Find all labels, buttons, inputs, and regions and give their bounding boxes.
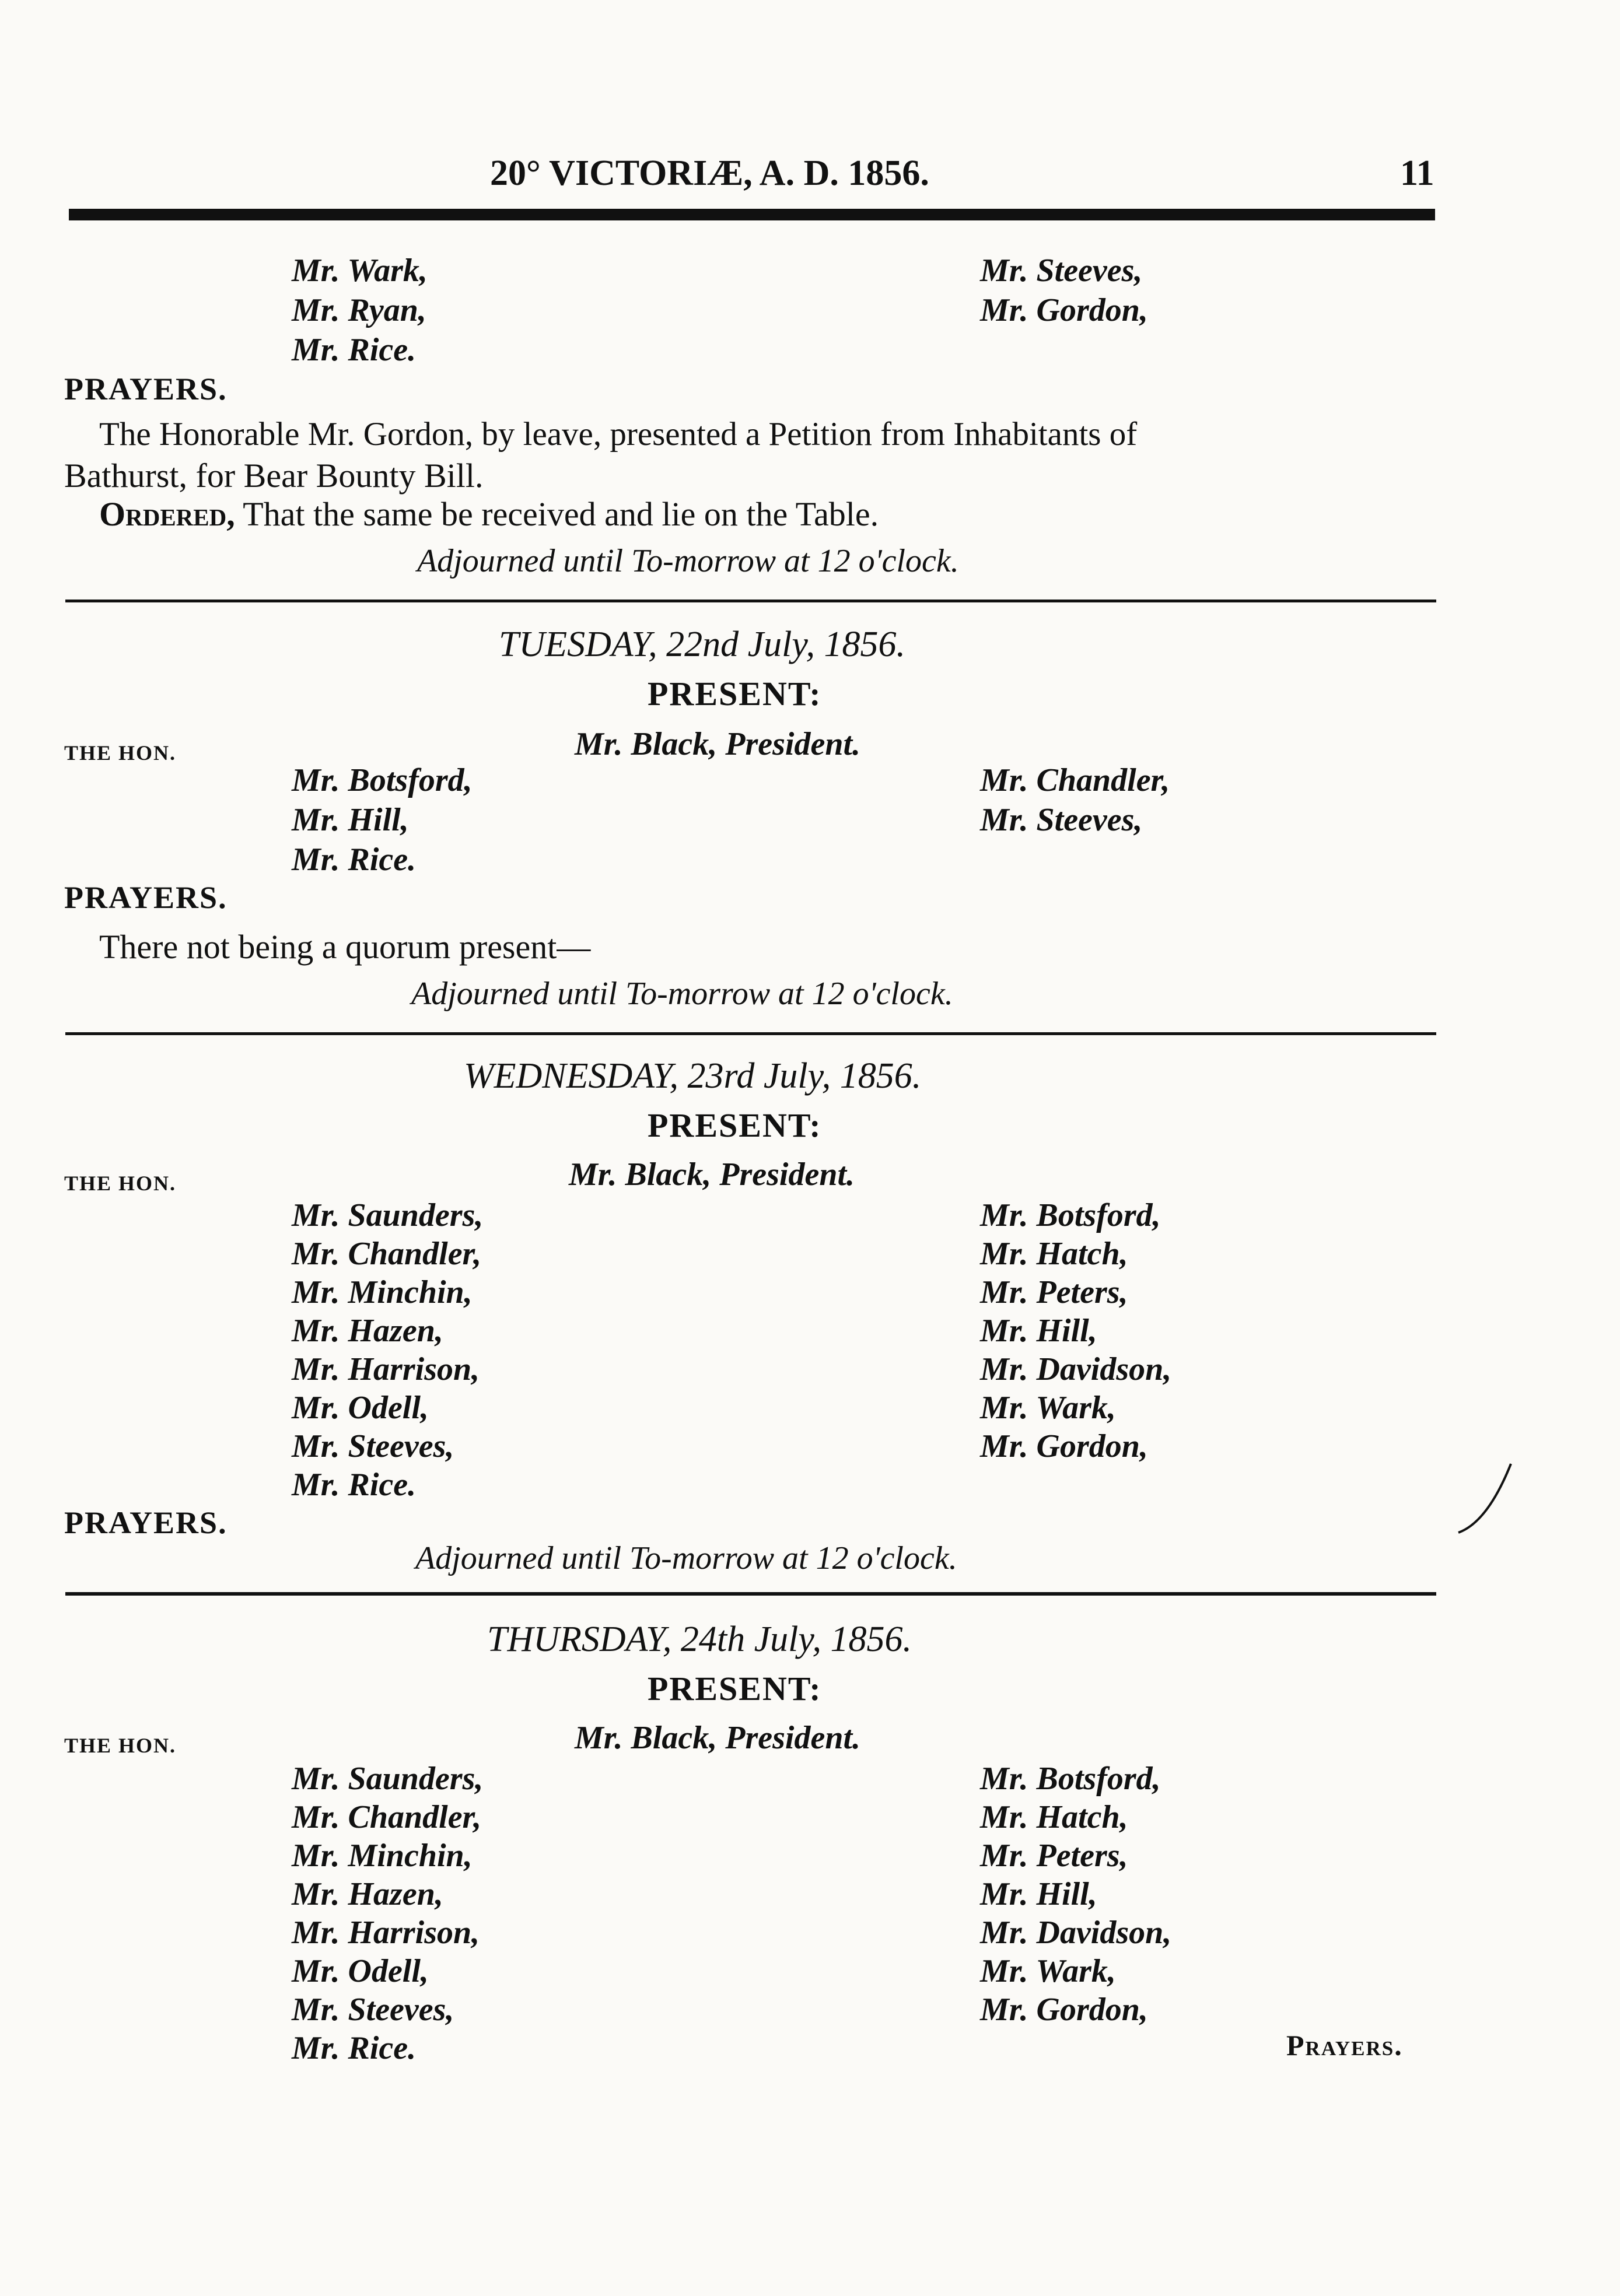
present-heading: PRESENT: — [648, 1106, 822, 1144]
member-name: Mr. Gordon, — [980, 1992, 1148, 2028]
date-rest: 22nd July, 1856. — [666, 625, 905, 664]
member-name: Mr. Odell, — [292, 1953, 429, 1989]
section-rule — [65, 1592, 1436, 1596]
member-name: Mr. Harrison, — [292, 1351, 480, 1387]
member-name: Mr. Botsford, — [980, 1197, 1161, 1233]
petition-paragraph-line1: The Honorable Mr. Gordon, by leave, presented a Petition from Inhabitants of — [99, 416, 1138, 453]
member-name: Mr. Minchin, — [292, 1838, 473, 1874]
ordered-label: Ordered, — [99, 495, 235, 533]
member-name: Mr. Botsford, — [292, 762, 473, 798]
member-name: Mr. Ryan, — [292, 292, 426, 328]
the-hon-label: THE HON. — [64, 1172, 177, 1195]
date-rest: 24th July, 1856. — [680, 1620, 912, 1659]
member-name: Mr. Davidson, — [980, 1915, 1172, 1951]
present-heading: PRESENT: — [648, 675, 822, 713]
member-name: Mr. Hazen, — [292, 1876, 443, 1912]
member-name: Mr. Hill, — [980, 1876, 1097, 1912]
member-name: Mr. Chandler, — [980, 762, 1170, 798]
weekday: TUESDAY, — [499, 625, 657, 664]
member-name: Mr. Wark, — [980, 1390, 1116, 1426]
member-name: Mr. Rice. — [292, 2030, 417, 2066]
member-name: Mr. Steeves, — [292, 1992, 454, 2028]
member-name: Mr. Hatch, — [980, 1799, 1128, 1835]
member-name: Mr. Wark, — [980, 1953, 1116, 1989]
ordered-text: That the same be received and lie on the Table. — [235, 495, 879, 533]
member-name: Mr. Odell, — [292, 1390, 429, 1426]
member-name: Mr. Peters, — [980, 1838, 1128, 1874]
running-header-title: 20° VICTORIÆ, A. D. 1856. — [490, 153, 929, 193]
member-name: Mr. Rice. — [292, 842, 417, 878]
president-line: Mr. Black, President. — [569, 1156, 855, 1193]
quorum-note: There not being a quorum present— — [99, 928, 591, 966]
member-name: Mr. Saunders, — [292, 1197, 484, 1233]
member-name: Mr. Steeves, — [980, 802, 1143, 838]
the-hon-label: THE HON. — [64, 741, 177, 765]
member-name: Mr. Botsford, — [980, 1761, 1161, 1797]
section-rule — [65, 1032, 1436, 1035]
member-name: Mr. Chandler, — [292, 1799, 482, 1835]
date-rest: 23rd July, 1856. — [687, 1056, 922, 1096]
prayers-heading: PRAYERS. — [64, 1505, 228, 1540]
member-name: Mr. Saunders, — [292, 1761, 484, 1797]
margin-pen-mark — [1453, 1458, 1523, 1540]
section-rule — [65, 600, 1436, 602]
adjourned-line: Adjourned until To-morrow at 12 o'clock. — [411, 976, 953, 1012]
member-name: Mr. Harrison, — [292, 1915, 480, 1951]
member-name: Mr. Hill, — [980, 1313, 1097, 1349]
adjourned-line: Adjourned until To-morrow at 12 o'clock. — [417, 543, 959, 579]
session-date — [499, 624, 905, 665]
adjourned-line: Adjourned until To-morrow at 12 o'clock. — [415, 1540, 957, 1576]
member-name: Mr. Gordon, — [980, 292, 1148, 328]
member-name: Mr. Rice. — [292, 1467, 417, 1503]
president-line: Mr. Black, President. — [575, 726, 861, 762]
weekday: WEDNESDAY, — [464, 1056, 679, 1096]
member-name: Mr. Davidson, — [980, 1351, 1172, 1387]
member-name: Mr. Chandler, — [292, 1236, 482, 1272]
page-number: 11 — [1400, 153, 1434, 193]
the-hon-label: THE HON. — [64, 1734, 177, 1757]
session-date — [487, 1619, 912, 1660]
member-name: Mr. Rice. — [292, 332, 417, 368]
prayers-heading: PRAYERS. — [64, 371, 228, 406]
member-name: Mr. Hill, — [292, 802, 409, 838]
member-name: Mr. Steeves, — [292, 1428, 454, 1464]
session-date — [464, 1056, 921, 1097]
prayers-heading: PRAYERS. — [64, 880, 228, 915]
member-name: Mr. Hazen, — [292, 1313, 443, 1349]
member-name: Mr. Gordon, — [980, 1428, 1148, 1464]
petition-paragraph-line2: Bathurst, for Bear Bounty Bill. — [64, 457, 484, 495]
header-thick-rule — [69, 209, 1435, 220]
member-name: Mr. Wark, — [292, 253, 428, 289]
member-name: Mr. Steeves, — [980, 253, 1143, 289]
president-line: Mr. Black, President. — [575, 1720, 861, 1756]
weekday: THURSDAY, — [487, 1620, 672, 1659]
member-name: Mr. Hatch, — [980, 1236, 1128, 1272]
member-name: Mr. Minchin, — [292, 1274, 473, 1310]
present-heading: PRESENT: — [648, 1670, 822, 1708]
member-name: Mr. Peters, — [980, 1274, 1128, 1310]
prayers-catchword: Prayers. — [1286, 2029, 1403, 2062]
ordered-line — [99, 495, 879, 534]
